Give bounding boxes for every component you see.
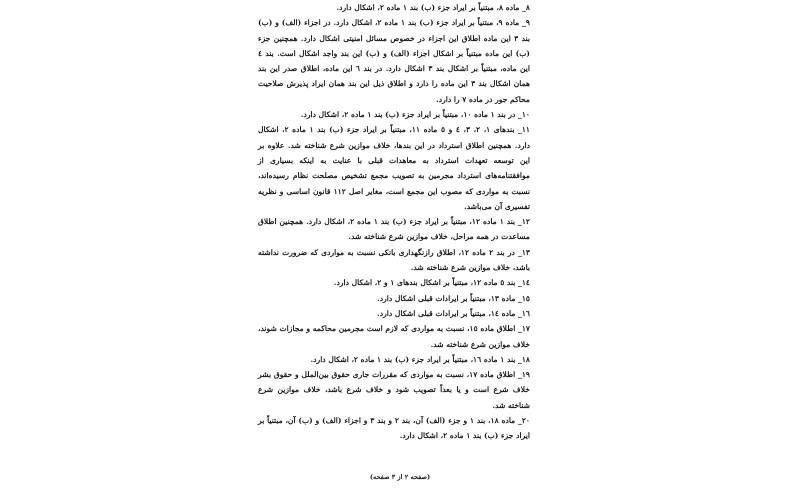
paragraph-11: ۱۱_ بندهای ۱، ۲، ۳، ٤ و ٥ ماده ۱۱، مبتنیاً بر ایراد جزء (ب) بند ۱ ماده ۲، اشکال دارد. همچنین اطلاق استرداد در این بندها، خلاف موازین شرع شناخته شد. علاوه بر این توسعه تعهدات استرداد به معاهدات قبلی با عنایت به اینکه بسیاری از موافقتنامه‌های استرداد مجرمین به تصویب مجمع تشخیص مصلحت نظام رسیده‌اند، نسبت به مواردی که مصوب این مجمع است، مغایر اصل ۱۱۲ قانون اساسی و نظریه تفسیری آن می‌باشد. [258,125,530,211]
paragraph-14: ۱٤_ بند ٥ ماده ۱۲، مبتنیاً بر اشکال بندهای ۱ و ۲، اشکال دارد. [333,278,530,288]
paragraph-19: ۱۹_ اطلاق ماده ۱۷، نسبت به مواردی که مقررات جاری حقوق بین‌الملل و حقوق بشر خلاف شرع است و یا بعداً تصویب شود و خلاف شرع باشد، خلاف موازین شرع شناخته شد. [258,370,530,410]
paragraph-13: ۱۳_ در بند ۲ ماده ۱۲، اطلاق رازنگهداری بانکی نسبت به مواردی که ضرورت نداشته باشد، خلاف موازین شرع شناخته شد. [258,247,531,273]
paragraph-20: ۲۰_ ماده ۱۸، بند ۱ و جزء (الف) آن، بند ۲ و بند ۳ و اجزاء (الف) و (ب) آن، مبتنیاً بر ایراد جزء (ب) بند ۱ ماده ۲، اشکال دارد. [258,416,531,441]
paragraph-18: ۱۸_ بند ۱ ماده ۱٦، مبتنیاً بر ایراد جزء (ب) بند ۱ ماده ۲، اشکال دارد. [310,354,530,364]
paragraph-12: ۱۲_ بند ۱ ماده ۱۲، مبتنیاً بر ایراد جزء (ب) بند ۱ ماده ۲، اشکال دارد. همچنین اطلاق مساعدت در همه مراحل، خلاف موازین شرع شناخته شد. [258,217,531,242]
paragraph-16: ۱٦_ ماده ۱٤، مبتنیاً بر ایرادات قبلی اشکال دارد. [377,308,530,318]
paragraph-15: ۱٥_ ماده ۱۳، مبتنیاً بر ایرادات قبلی اشکال دارد. [377,293,530,303]
paragraph-9: ۹_ ماده ۹، مبتنیاً بر ایراد جزء (ب) بند ۱ ماده ۲، اشکال دارد. در اجزاء (الف) و (ب) بند ۳ این ماده اطلاق این اجزاء در خصوص مسائل امنیتی اشکال دارد. همچنین جزء (ب) این ماده مبتنیاً بر اشکال اجزاء (الف) و (ب) این بند واجد اشکال است. بند ٤ این ماده، مبتنیاً بر اشکال بند ۳ اشکال دارد. در بند ٦ این ماده، اطلاق صدر این بند همان اشکال بند ۳ این ماده را دارد و اطلاق ذیل این بند همان ایراد پذیرش صلاحیت محاکم جور در ماده ۷ را دارد. [258,18,531,104]
paragraph-17: ۱۷_ اطلاق ماده ۱٥، نسبت به مواردی که لازم است مجرمین محاکمه و مجازات شوند، خلاف موازین شرع شناخته شد. [258,324,530,349]
page-number-footer: (صفحه ۲ از ۳ صفحه) [369,473,431,481]
document-body [258,0,542,444]
paragraph-8: ۸_ ماده ۸، مبتنیاً بر ایراد جزء (ب) بند ۱ ماده ۲، اشکال دارد. [336,3,530,12]
paragraph-10: ۱۰_ در بند ۱ ماده ۱۰، مبتنیاً بر ایراد جزء (ب) بند ۱ ماده ۲، اشکال دارد. [300,110,530,120]
